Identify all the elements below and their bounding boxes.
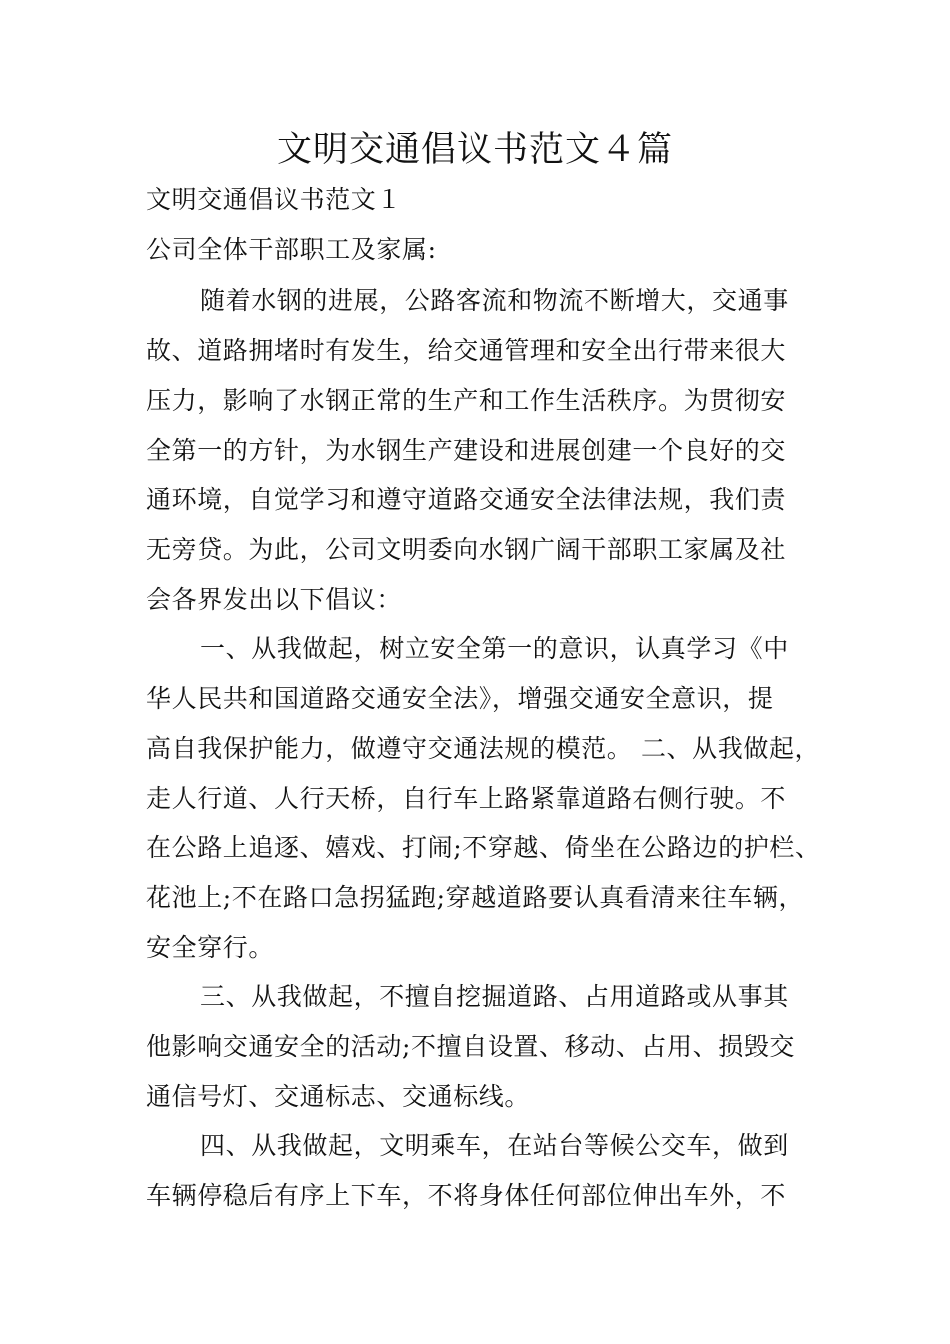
paragraph-line: 随着水钢的进展，公路客流和物流不断增大，交通事: [200, 286, 789, 315]
paragraph-line: 全第一的方针，为水钢生产建设和进展创建一个良好的交: [146, 436, 787, 465]
document-title: 文明交通倡议书范文４篇: [276, 130, 673, 170]
paragraph-line: 故、道路拥堵时有发生，给交通管理和安全出行带来很大: [146, 336, 787, 365]
section-heading: 文明交通倡议书范文１: [146, 185, 403, 214]
paragraph-line: 三、从我做起，不擅自挖掘道路、占用道路或从事其: [200, 982, 789, 1011]
paragraph-line: 安全穿行。: [146, 933, 275, 962]
salutation: 公司全体干部职工及家属:: [146, 235, 437, 264]
paragraph-line: 他影响交通安全的活动;不擅自设置、移动、占用、损毁交: [146, 1032, 796, 1061]
paragraph-line: 车辆停稳后有序上下车，不将身体任何部位伸出车外，不: [146, 1181, 787, 1210]
paragraph-line: 走人行道、人行天桥，自行车上路紧靠道路右侧行驶。不: [146, 784, 787, 813]
paragraph-line: 会各界发出以下倡议：: [146, 585, 403, 614]
paragraph-line: 一、从我做起，树立安全第一的意识，认真学习《中: [200, 634, 789, 663]
paragraph-line: 在公路上追逐、嬉戏、打闹;不穿越、倚坐在公路边的护栏、: [146, 833, 821, 862]
paragraph-line: 无旁贷。为此，公司文明委向水钢广阔干部职工家属及社: [146, 535, 787, 564]
paragraph-line: 四、从我做起，文明乘车，在站台等候公交车，做到: [200, 1131, 789, 1160]
paragraph-line: 压力，影响了水钢正常的生产和工作生活秩序。为贯彻安: [146, 386, 787, 415]
paragraph-line: 花池上;不在路口急拐猛跑;穿越道路要认真看清来往车辆，: [146, 883, 805, 912]
paragraph-line: 华人民共和国道路交通安全法》，增强交通安全意识，提: [146, 684, 774, 713]
paragraph-line: 高自我保护能力，做遵守交通法规的模范。 二、从我做起，: [146, 734, 821, 763]
paragraph-line: 通环境，自觉学习和遵守道路交通安全法律法规，我们责: [146, 485, 787, 514]
paragraph-line: 通信号灯、交通标志、交通标线。: [146, 1082, 531, 1111]
